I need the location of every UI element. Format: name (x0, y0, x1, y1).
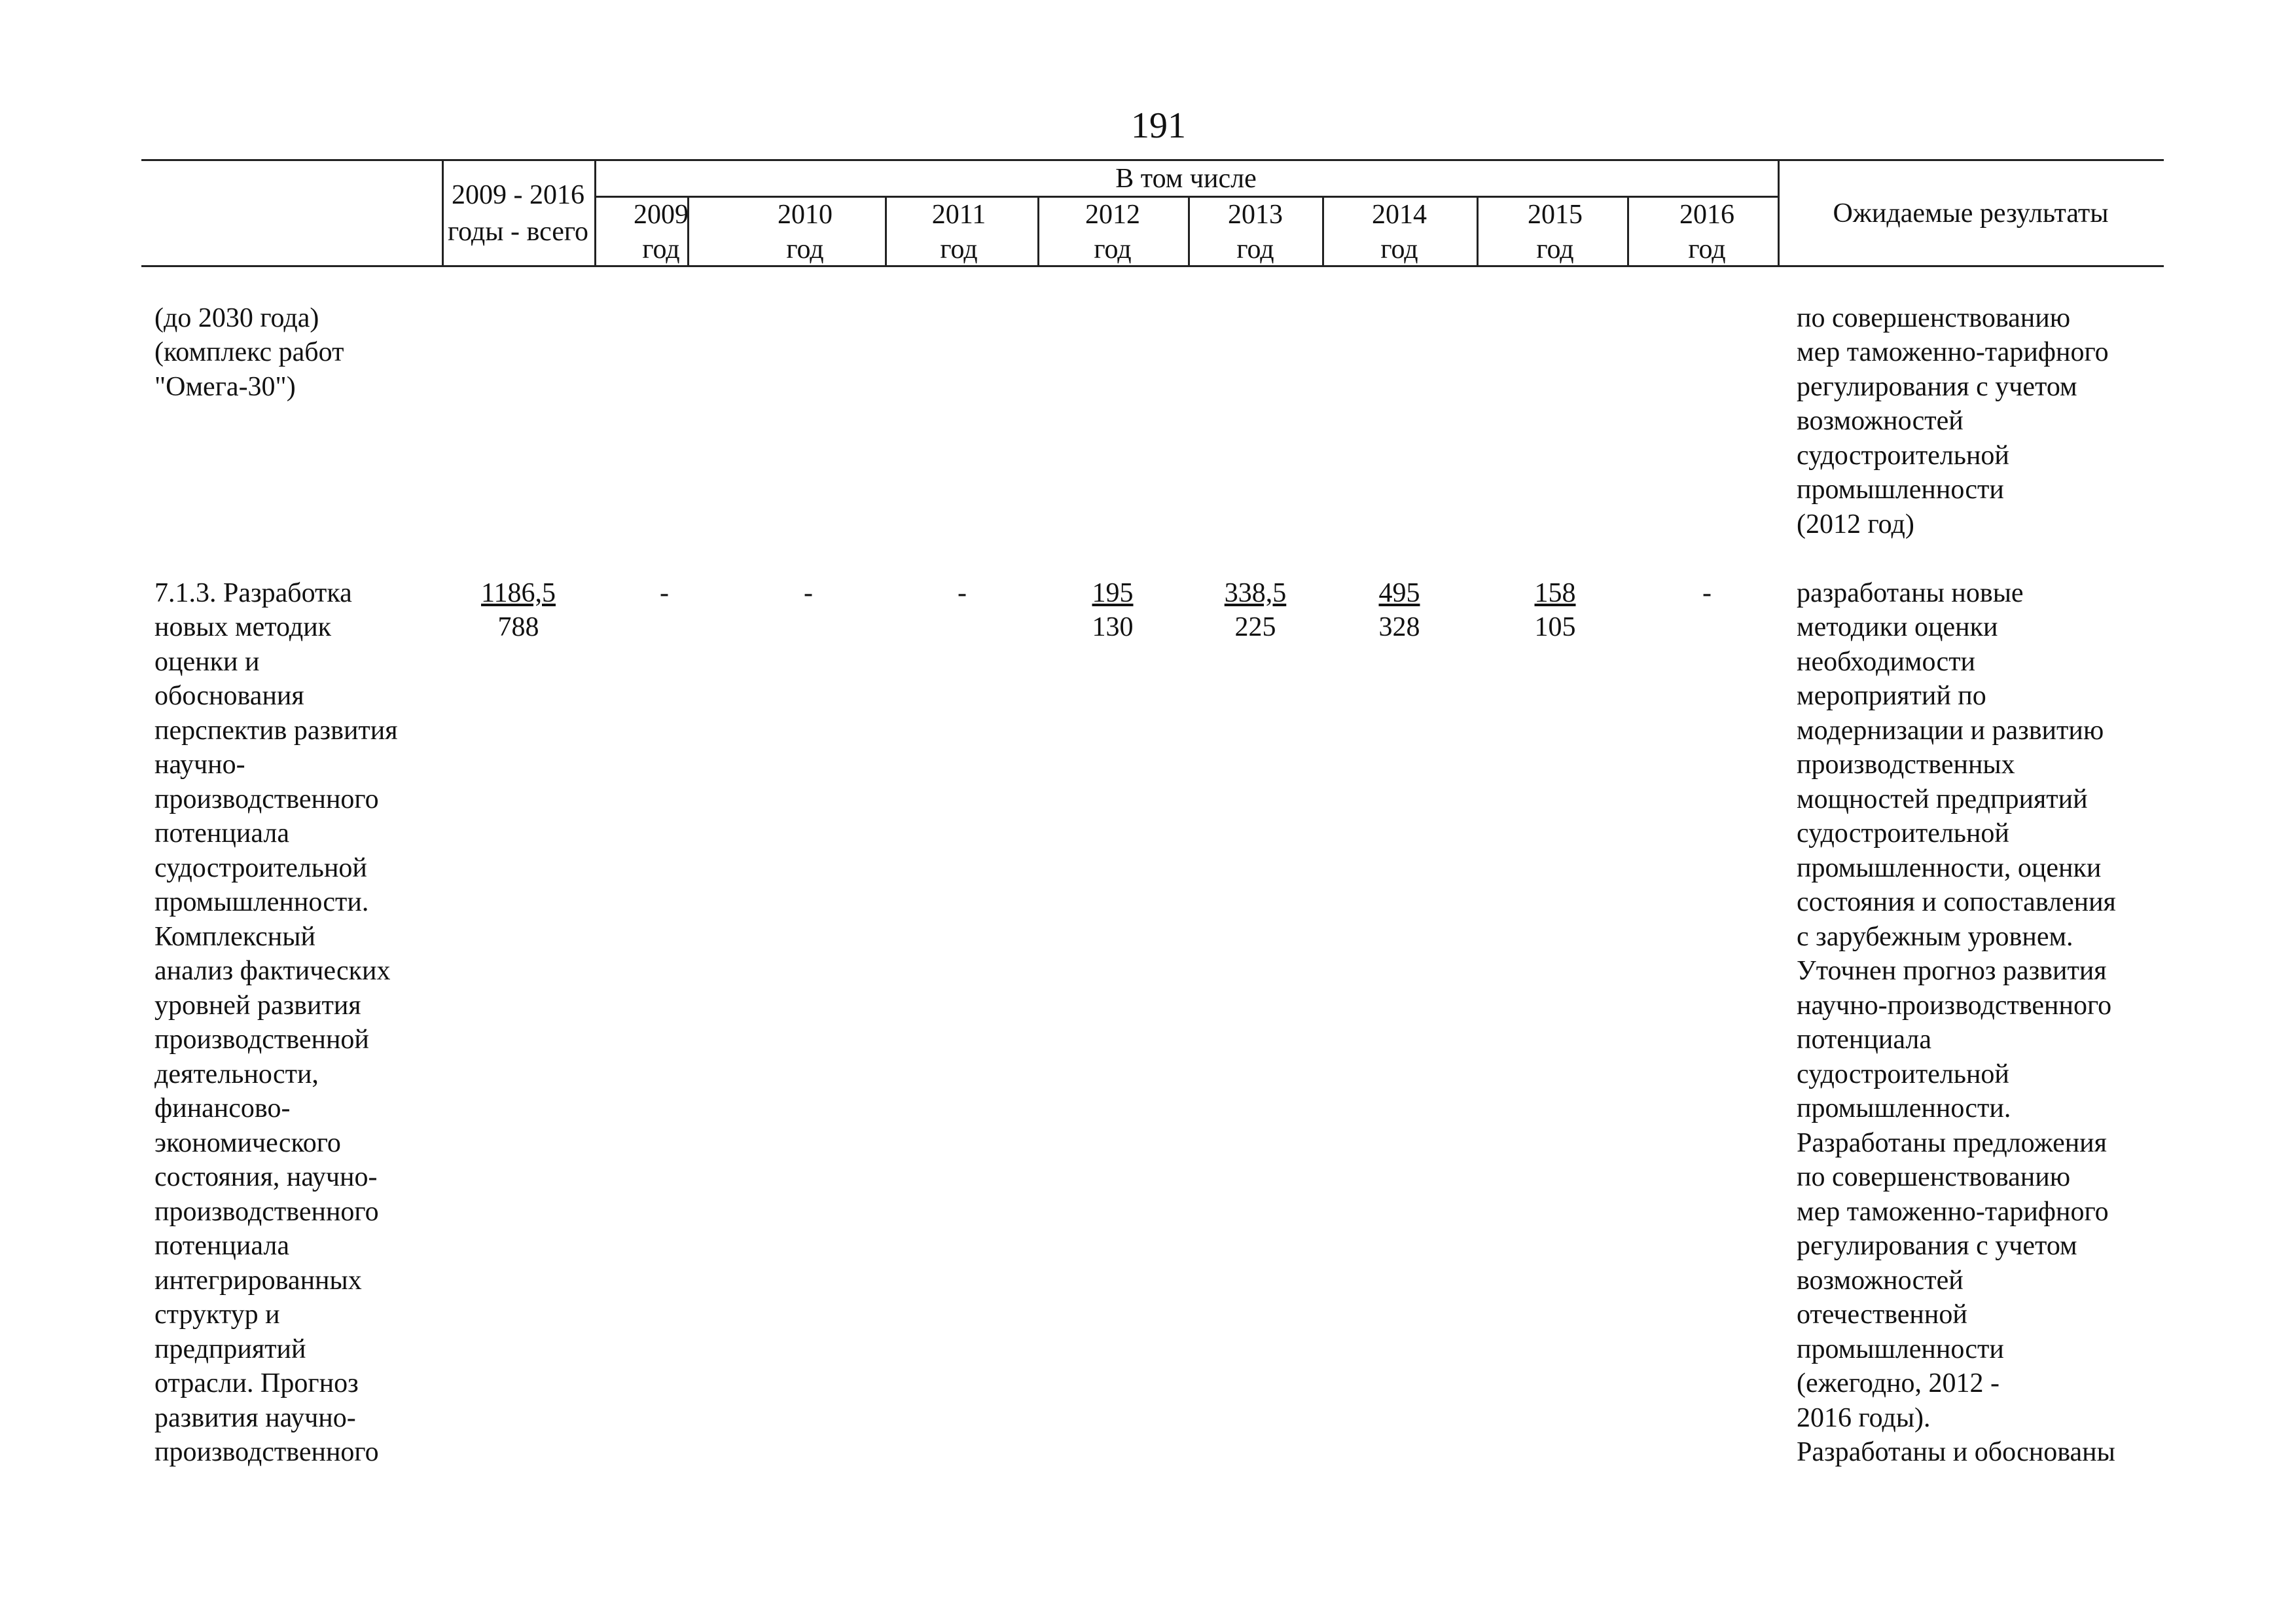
header-year-2012: 2012 (1085, 200, 1140, 230)
text-line: состояния, научно- (154, 1162, 378, 1192)
text-line: судостроительной (1797, 441, 2009, 471)
text-line: возможностей (1797, 1266, 1964, 1296)
text-line: научно-производственного (1797, 991, 2112, 1021)
text-line: промышленности. (1797, 1093, 2011, 1123)
text-line: по совершенствованию (1797, 1162, 2071, 1192)
text-line: предприятий (154, 1334, 306, 1364)
text-line: судостроительной (1797, 818, 2009, 848)
text-line: мер таможенно-тарифного (1797, 1197, 2109, 1227)
header-total-line1: 2009 - 2016 (452, 180, 584, 210)
page-number: 191 (1131, 105, 1186, 146)
header-year-suffix: год (1688, 234, 1726, 264)
text-line: промышленности (1797, 1334, 2004, 1364)
text-line: потенциала (154, 1231, 289, 1261)
row-713-value-2012: 195 (1092, 578, 1134, 608)
text-line: возможностей (1797, 406, 1964, 436)
row-713-sub-2013: 225 (1234, 612, 1276, 642)
header-year-suffix: год (940, 234, 978, 264)
row-713-value-2014: 495 (1378, 578, 1420, 608)
text-line: модернизации и развитию (1797, 716, 2104, 746)
text-line: 7.1.3. Разработка (154, 578, 352, 608)
text-line: потенциала (154, 818, 289, 848)
text-line: финансово- (154, 1093, 291, 1123)
header-divider-1 (442, 160, 444, 265)
text-line: регулирования с учетом (1797, 1231, 2077, 1261)
text-line: Комплексный (154, 922, 315, 952)
header-year-2014: 2014 (1372, 200, 1427, 230)
header-year-2013: 2013 (1228, 200, 1283, 230)
text-line: состояния и сопоставления (1797, 887, 2116, 917)
header-year-2010: 2010 (778, 200, 833, 230)
header-top-rule (141, 159, 2164, 161)
text-line: отрасли. Прогноз (154, 1368, 359, 1398)
text-line: научно- (154, 750, 245, 780)
text-line: по совершенствованию (1797, 303, 2071, 333)
text-line: потенциала (1797, 1025, 1931, 1055)
text-line: Разработаны предложения (1797, 1128, 2107, 1158)
row-713-total-bottom: 788 (497, 612, 539, 642)
header-year-suffix: год (1380, 234, 1418, 264)
text-line: промышленности, оценки (1797, 853, 2102, 883)
header-divider-6 (1188, 196, 1190, 265)
text-line: необходимости (1797, 647, 1976, 677)
header-year-suffix: год (786, 234, 824, 264)
text-line: деятельности, (154, 1059, 319, 1089)
row-713-sub-2014: 328 (1378, 612, 1420, 642)
text-line: мощностей предприятий (1797, 784, 2088, 814)
header-divider-4 (885, 196, 887, 265)
header-year-suffix: год (642, 234, 680, 264)
row-713-sub-2012: 130 (1092, 612, 1134, 642)
text-line: (комплекс работ (154, 337, 344, 367)
text-line: Уточнен прогноз развития (1797, 956, 2107, 986)
text-line: (2012 год) (1797, 509, 1914, 539)
text-line: "Омега-30") (154, 372, 296, 402)
text-line: (до 2030 года) (154, 303, 319, 333)
header-including: В том числе (1115, 164, 1257, 194)
text-line: интегрированных (154, 1266, 362, 1296)
text-line: производственной (154, 1025, 369, 1055)
row-713-value-2011: - (958, 578, 967, 608)
text-line: производственных (1797, 750, 2015, 780)
text-line: разработаны новые (1797, 578, 2024, 608)
header-bottom-rule (141, 265, 2164, 267)
text-line: развития научно- (154, 1403, 356, 1433)
text-line: методики оценки (1797, 612, 1998, 642)
header-year-2016: 2016 (1679, 200, 1734, 230)
text-line: новых методик (154, 612, 332, 642)
row-713-value-2015: 158 (1534, 578, 1576, 608)
header-divider-7 (1322, 196, 1324, 265)
header-year-suffix: год (1236, 234, 1274, 264)
header-year-suffix: год (1094, 234, 1132, 264)
text-line: обоснования (154, 681, 304, 711)
text-line: производственного (154, 1437, 379, 1467)
text-line: мер таможенно-тарифного (1797, 337, 2109, 367)
row-713-value-2009: - (660, 578, 669, 608)
text-line: мероприятий по (1797, 681, 1986, 711)
row-713-value-2013: 338,5 (1224, 578, 1287, 608)
text-line: оценки и (154, 647, 260, 677)
text-line: судостроительной (1797, 1059, 2009, 1089)
text-line: с зарубежным уровнем. (1797, 922, 2073, 952)
text-line: анализ фактических (154, 956, 391, 986)
row-713-value-2010: - (804, 578, 813, 608)
header-year-2015: 2015 (1528, 200, 1583, 230)
text-line: структур и (154, 1300, 280, 1330)
text-line: перспектив развития (154, 716, 398, 746)
header-divider-8 (1477, 196, 1479, 265)
text-line: уровней развития (154, 991, 361, 1021)
text-line: производственного (154, 1197, 379, 1227)
header-divider-9 (1627, 196, 1629, 265)
header-year-2011: 2011 (931, 200, 986, 230)
text-line: 2016 годы). (1797, 1403, 1931, 1433)
header-divider-5 (1037, 196, 1039, 265)
row-713-value-2016: - (1702, 578, 1712, 608)
header-year-2009: 2009 (634, 200, 689, 230)
text-line: промышленности (1797, 475, 2004, 505)
row-713-total-top: 1186,5 (481, 578, 556, 608)
text-line: производственного (154, 784, 379, 814)
text-line: Разработаны и обоснованы (1797, 1437, 2115, 1467)
text-line: регулирования с учетом (1797, 372, 2077, 402)
text-line: отечественной (1797, 1300, 1967, 1330)
text-line: экономического (154, 1128, 341, 1158)
header-total-line2: годы - всего (447, 217, 589, 247)
header-expected-results: Ожидаемые результаты (1833, 198, 2109, 228)
text-line: промышленности. (154, 887, 369, 917)
text-line: судостроительной (154, 853, 367, 883)
text-line: (ежегодно, 2012 - (1797, 1368, 2000, 1398)
row-713-sub-2015: 105 (1534, 612, 1576, 642)
header-year-suffix: год (1536, 234, 1574, 264)
